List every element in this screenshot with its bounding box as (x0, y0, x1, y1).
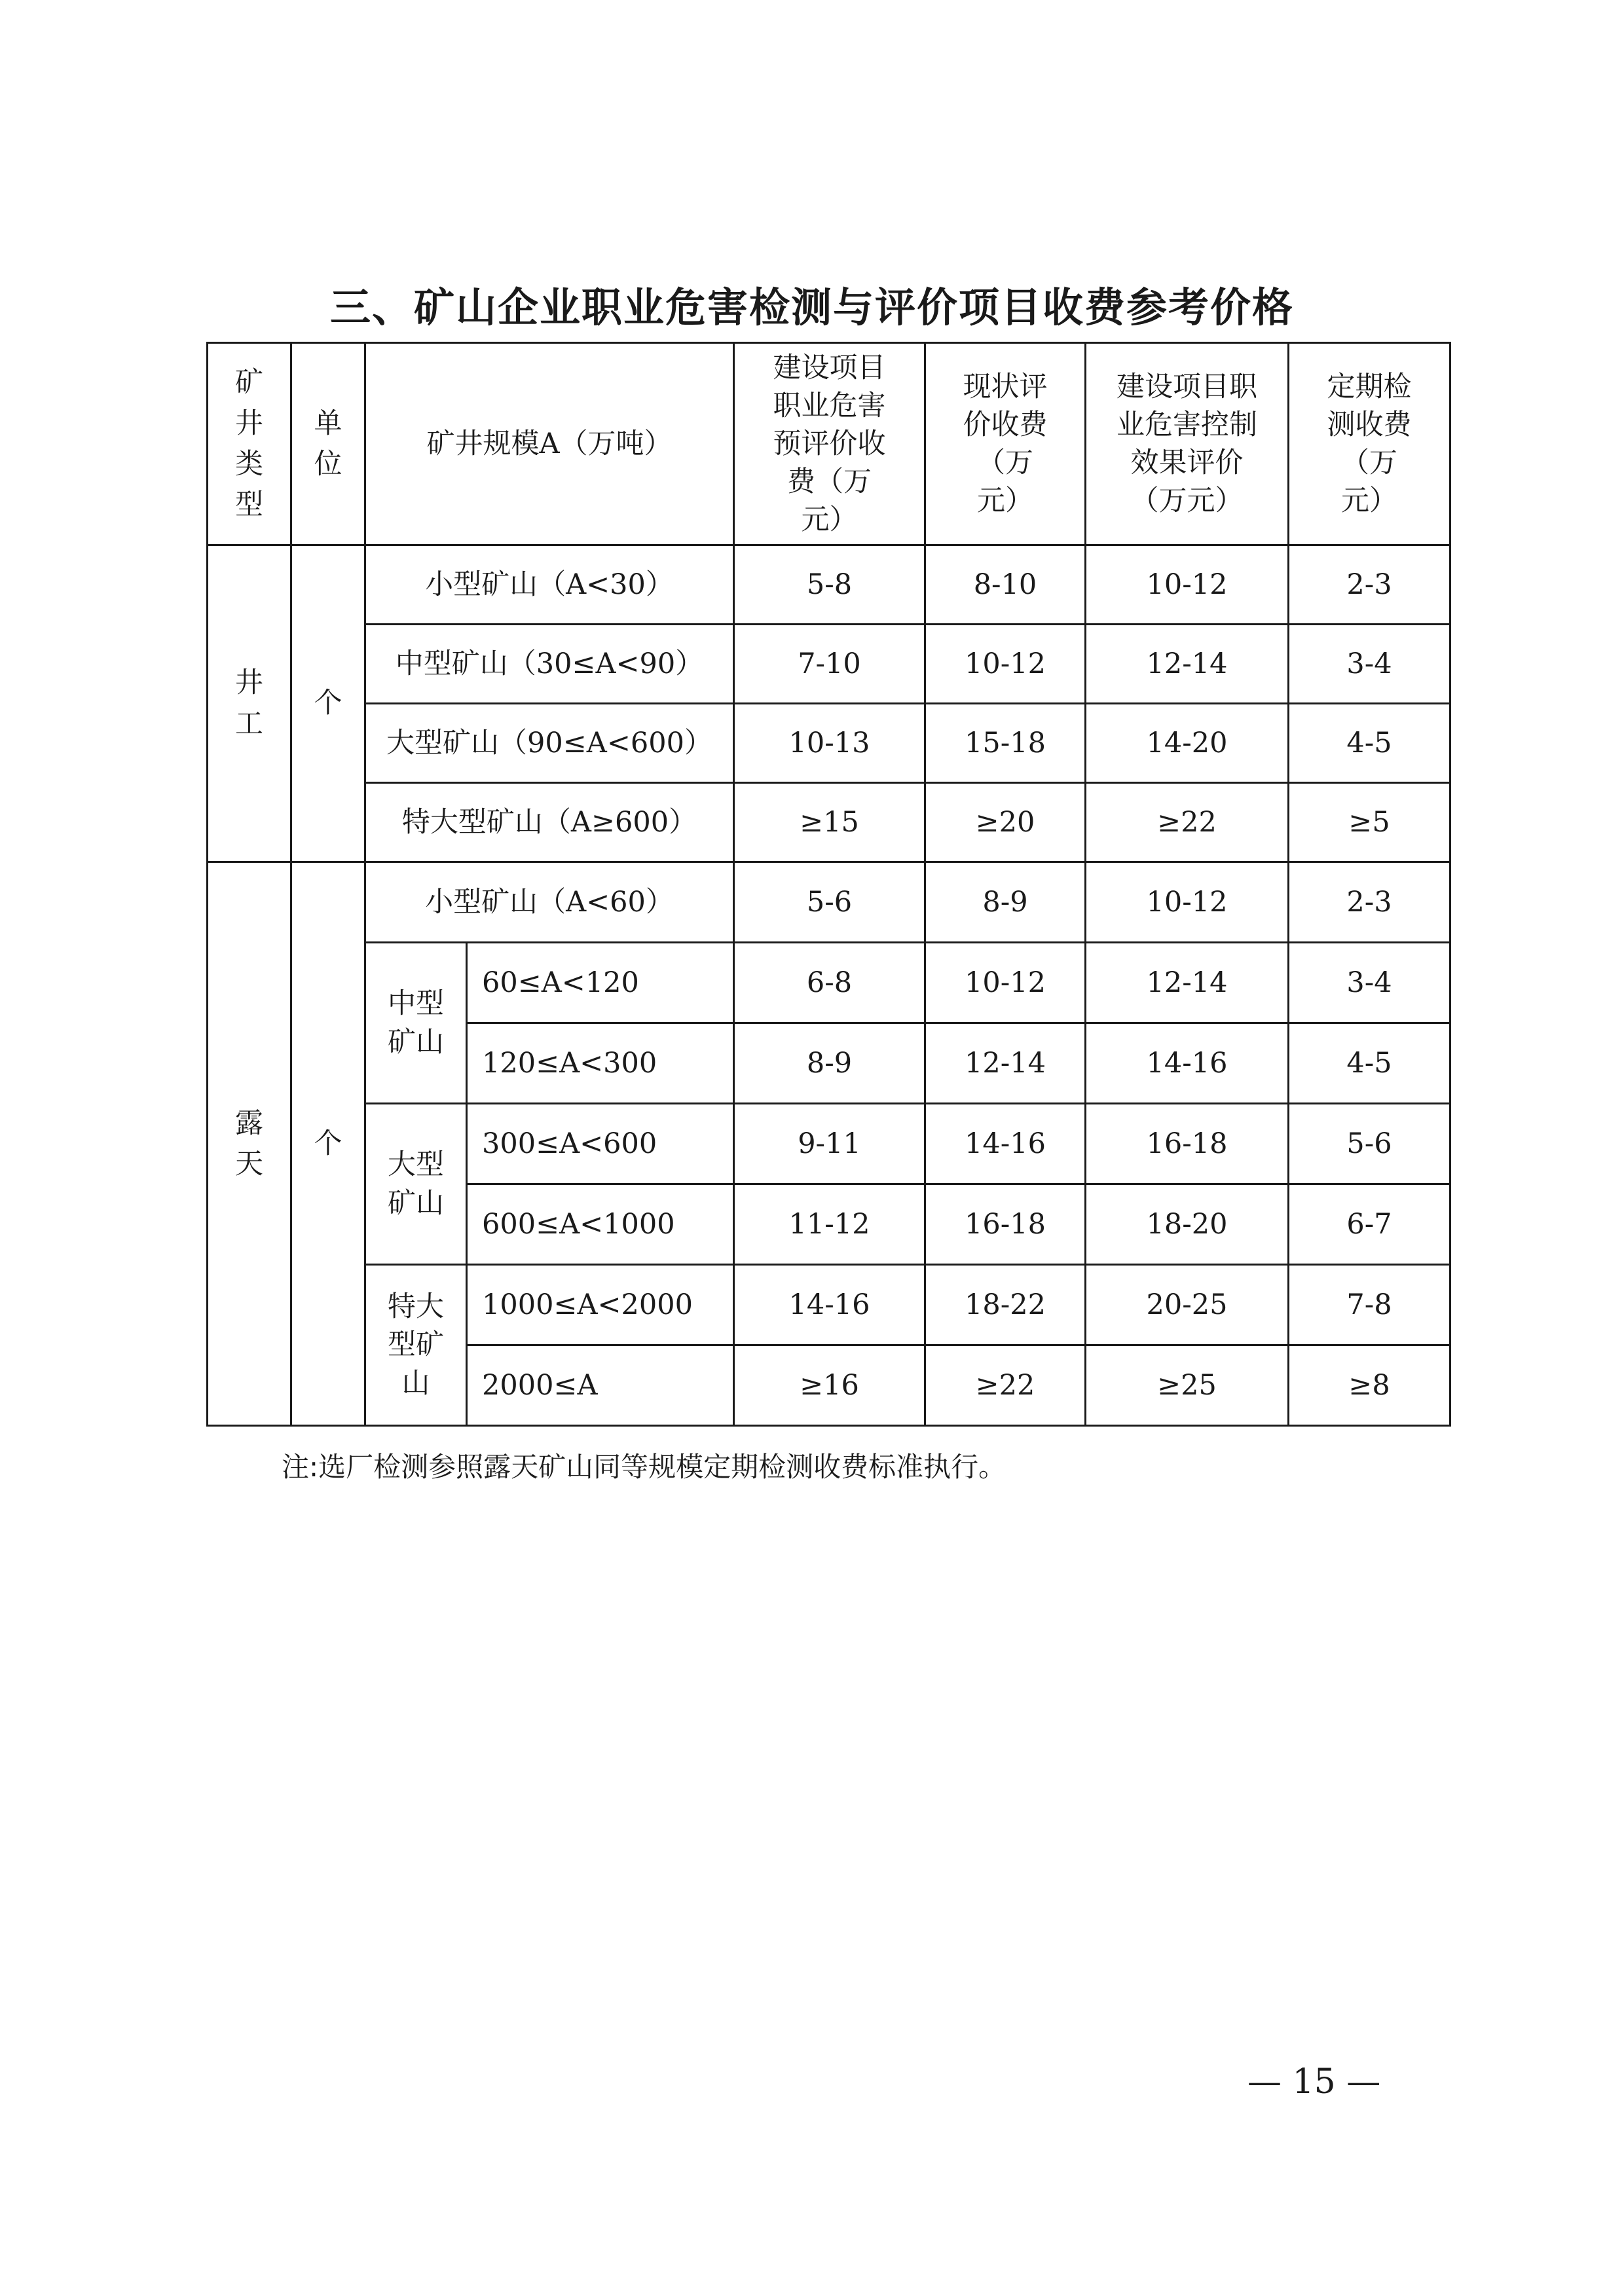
table-row (208, 783, 1450, 862)
table-row (208, 1104, 1450, 1184)
periodic-cell: 3-4 (1289, 625, 1450, 704)
header-status-eval (925, 343, 1086, 545)
fee-table (206, 342, 1451, 1427)
group-label-large (365, 1104, 467, 1265)
status-eval-cell: 8-9 (925, 862, 1086, 943)
control-eval-cell: 18-20 (1086, 1184, 1289, 1265)
pre-eval-cell: 9-11 (734, 1104, 925, 1184)
range-cell: 1000≤A<2000 (467, 1265, 734, 1345)
pre-eval-cell: ≥16 (734, 1345, 925, 1426)
control-eval-cell: 14-20 (1086, 704, 1289, 783)
page-title: 三、矿山企业职业危害检测与评价项目收费参考价格 (329, 283, 1294, 331)
mine-type-underground (208, 545, 291, 862)
control-eval-cell: 10-12 (1086, 862, 1289, 943)
header-control-eval (1086, 343, 1289, 545)
pre-eval-cell: 6-8 (734, 943, 925, 1023)
control-eval-cell: ≥25 (1086, 1345, 1289, 1426)
unit-openpit: 个 (291, 862, 365, 1426)
header-mine-type (208, 343, 291, 545)
header-periodic-text: 定期检测收费（万元） (1327, 370, 1412, 518)
scale-cell: 特大型矿山（A≥600） (365, 783, 734, 862)
periodic-cell: 4-5 (1289, 1023, 1450, 1104)
pre-eval-cell: 10-13 (734, 704, 925, 783)
status-eval-cell: 12-14 (925, 1023, 1086, 1104)
group-label-medium-text: 中型矿山 (387, 987, 444, 1059)
scale-cell: 小型矿山（A<60） (365, 862, 734, 943)
periodic-cell: 5-6 (1289, 1104, 1450, 1184)
header-pre-eval (734, 343, 925, 545)
periodic-cell: 2-3 (1289, 545, 1450, 625)
header-mine-type-text: 矿井类型 (235, 366, 263, 522)
mine-type-openpit (208, 862, 291, 1426)
header-control-eval-text: 建设项目职业危害控制效果评价（万元） (1116, 370, 1257, 518)
pre-eval-cell: 8-9 (734, 1023, 925, 1104)
status-eval-cell: 8-10 (925, 545, 1086, 625)
header-unit-text: 单位 (314, 407, 342, 481)
periodic-cell: 6-7 (1289, 1184, 1450, 1265)
status-eval-cell: 18-22 (925, 1265, 1086, 1345)
control-eval-cell: 14-16 (1086, 1023, 1289, 1104)
periodic-cell: ≥5 (1289, 783, 1450, 862)
status-eval-cell: ≥22 (925, 1345, 1086, 1426)
pre-eval-cell: 14-16 (734, 1265, 925, 1345)
status-eval-cell: 10-12 (925, 943, 1086, 1023)
range-cell: 300≤A<600 (467, 1104, 734, 1184)
table-row (208, 862, 1450, 943)
header-scale: 矿井规模A（万吨） (365, 343, 734, 545)
mine-type-underground-text: 井工 (235, 666, 263, 740)
periodic-cell: 3-4 (1289, 943, 1450, 1023)
periodic-cell: ≥8 (1289, 1345, 1450, 1426)
group-label-large-text: 大型矿山 (387, 1148, 444, 1220)
pre-eval-cell: ≥15 (734, 783, 925, 862)
range-cell: 120≤A<300 (467, 1023, 734, 1104)
control-eval-cell: 20-25 (1086, 1265, 1289, 1345)
range-cell: 600≤A<1000 (467, 1184, 734, 1265)
pre-eval-cell: 7-10 (734, 625, 925, 704)
header-pre-eval-text: 建设项目职业危害预评价收费（万元） (773, 351, 886, 537)
status-eval-cell: 10-12 (925, 625, 1086, 704)
page-number: — 15 — (1247, 2062, 1381, 2102)
table-row (208, 545, 1450, 625)
group-label-extra-large-text: 特大型矿山 (387, 1290, 444, 1400)
range-cell: 60≤A<120 (467, 943, 734, 1023)
periodic-cell: 7-8 (1289, 1265, 1450, 1345)
table-row (208, 625, 1450, 704)
table-row (208, 1265, 1450, 1345)
scale-cell: 大型矿山（90≤A<600） (365, 704, 734, 783)
header-unit (291, 343, 365, 545)
table-row (208, 704, 1450, 783)
pre-eval-cell: 5-8 (734, 545, 925, 625)
header-status-eval-text: 现状评价收费（万元） (963, 370, 1048, 518)
periodic-cell: 4-5 (1289, 704, 1450, 783)
control-eval-cell: 16-18 (1086, 1104, 1289, 1184)
status-eval-cell: ≥20 (925, 783, 1086, 862)
control-eval-cell: 12-14 (1086, 625, 1289, 704)
control-eval-cell: ≥22 (1086, 783, 1289, 862)
range-cell: 2000≤A (467, 1345, 734, 1426)
header-periodic (1289, 343, 1450, 545)
header-row (208, 343, 1450, 545)
footnote: 注:选厂检测参照露天矿山同等规模定期检测收费标准执行。 (282, 1451, 1006, 1483)
status-eval-cell: 16-18 (925, 1184, 1086, 1265)
group-label-medium (365, 943, 467, 1104)
scale-cell: 中型矿山（30≤A<90） (365, 625, 734, 704)
mine-type-openpit-text: 露天 (235, 1106, 263, 1180)
group-label-extra-large (365, 1265, 467, 1426)
table-row (208, 943, 1450, 1023)
pre-eval-cell: 5-6 (734, 862, 925, 943)
pre-eval-cell: 11-12 (734, 1184, 925, 1265)
control-eval-cell: 12-14 (1086, 943, 1289, 1023)
status-eval-cell: 14-16 (925, 1104, 1086, 1184)
unit-underground: 个 (291, 545, 365, 862)
status-eval-cell: 15-18 (925, 704, 1086, 783)
control-eval-cell: 10-12 (1086, 545, 1289, 625)
scale-cell: 小型矿山（A<30） (365, 545, 734, 625)
periodic-cell: 2-3 (1289, 862, 1450, 943)
